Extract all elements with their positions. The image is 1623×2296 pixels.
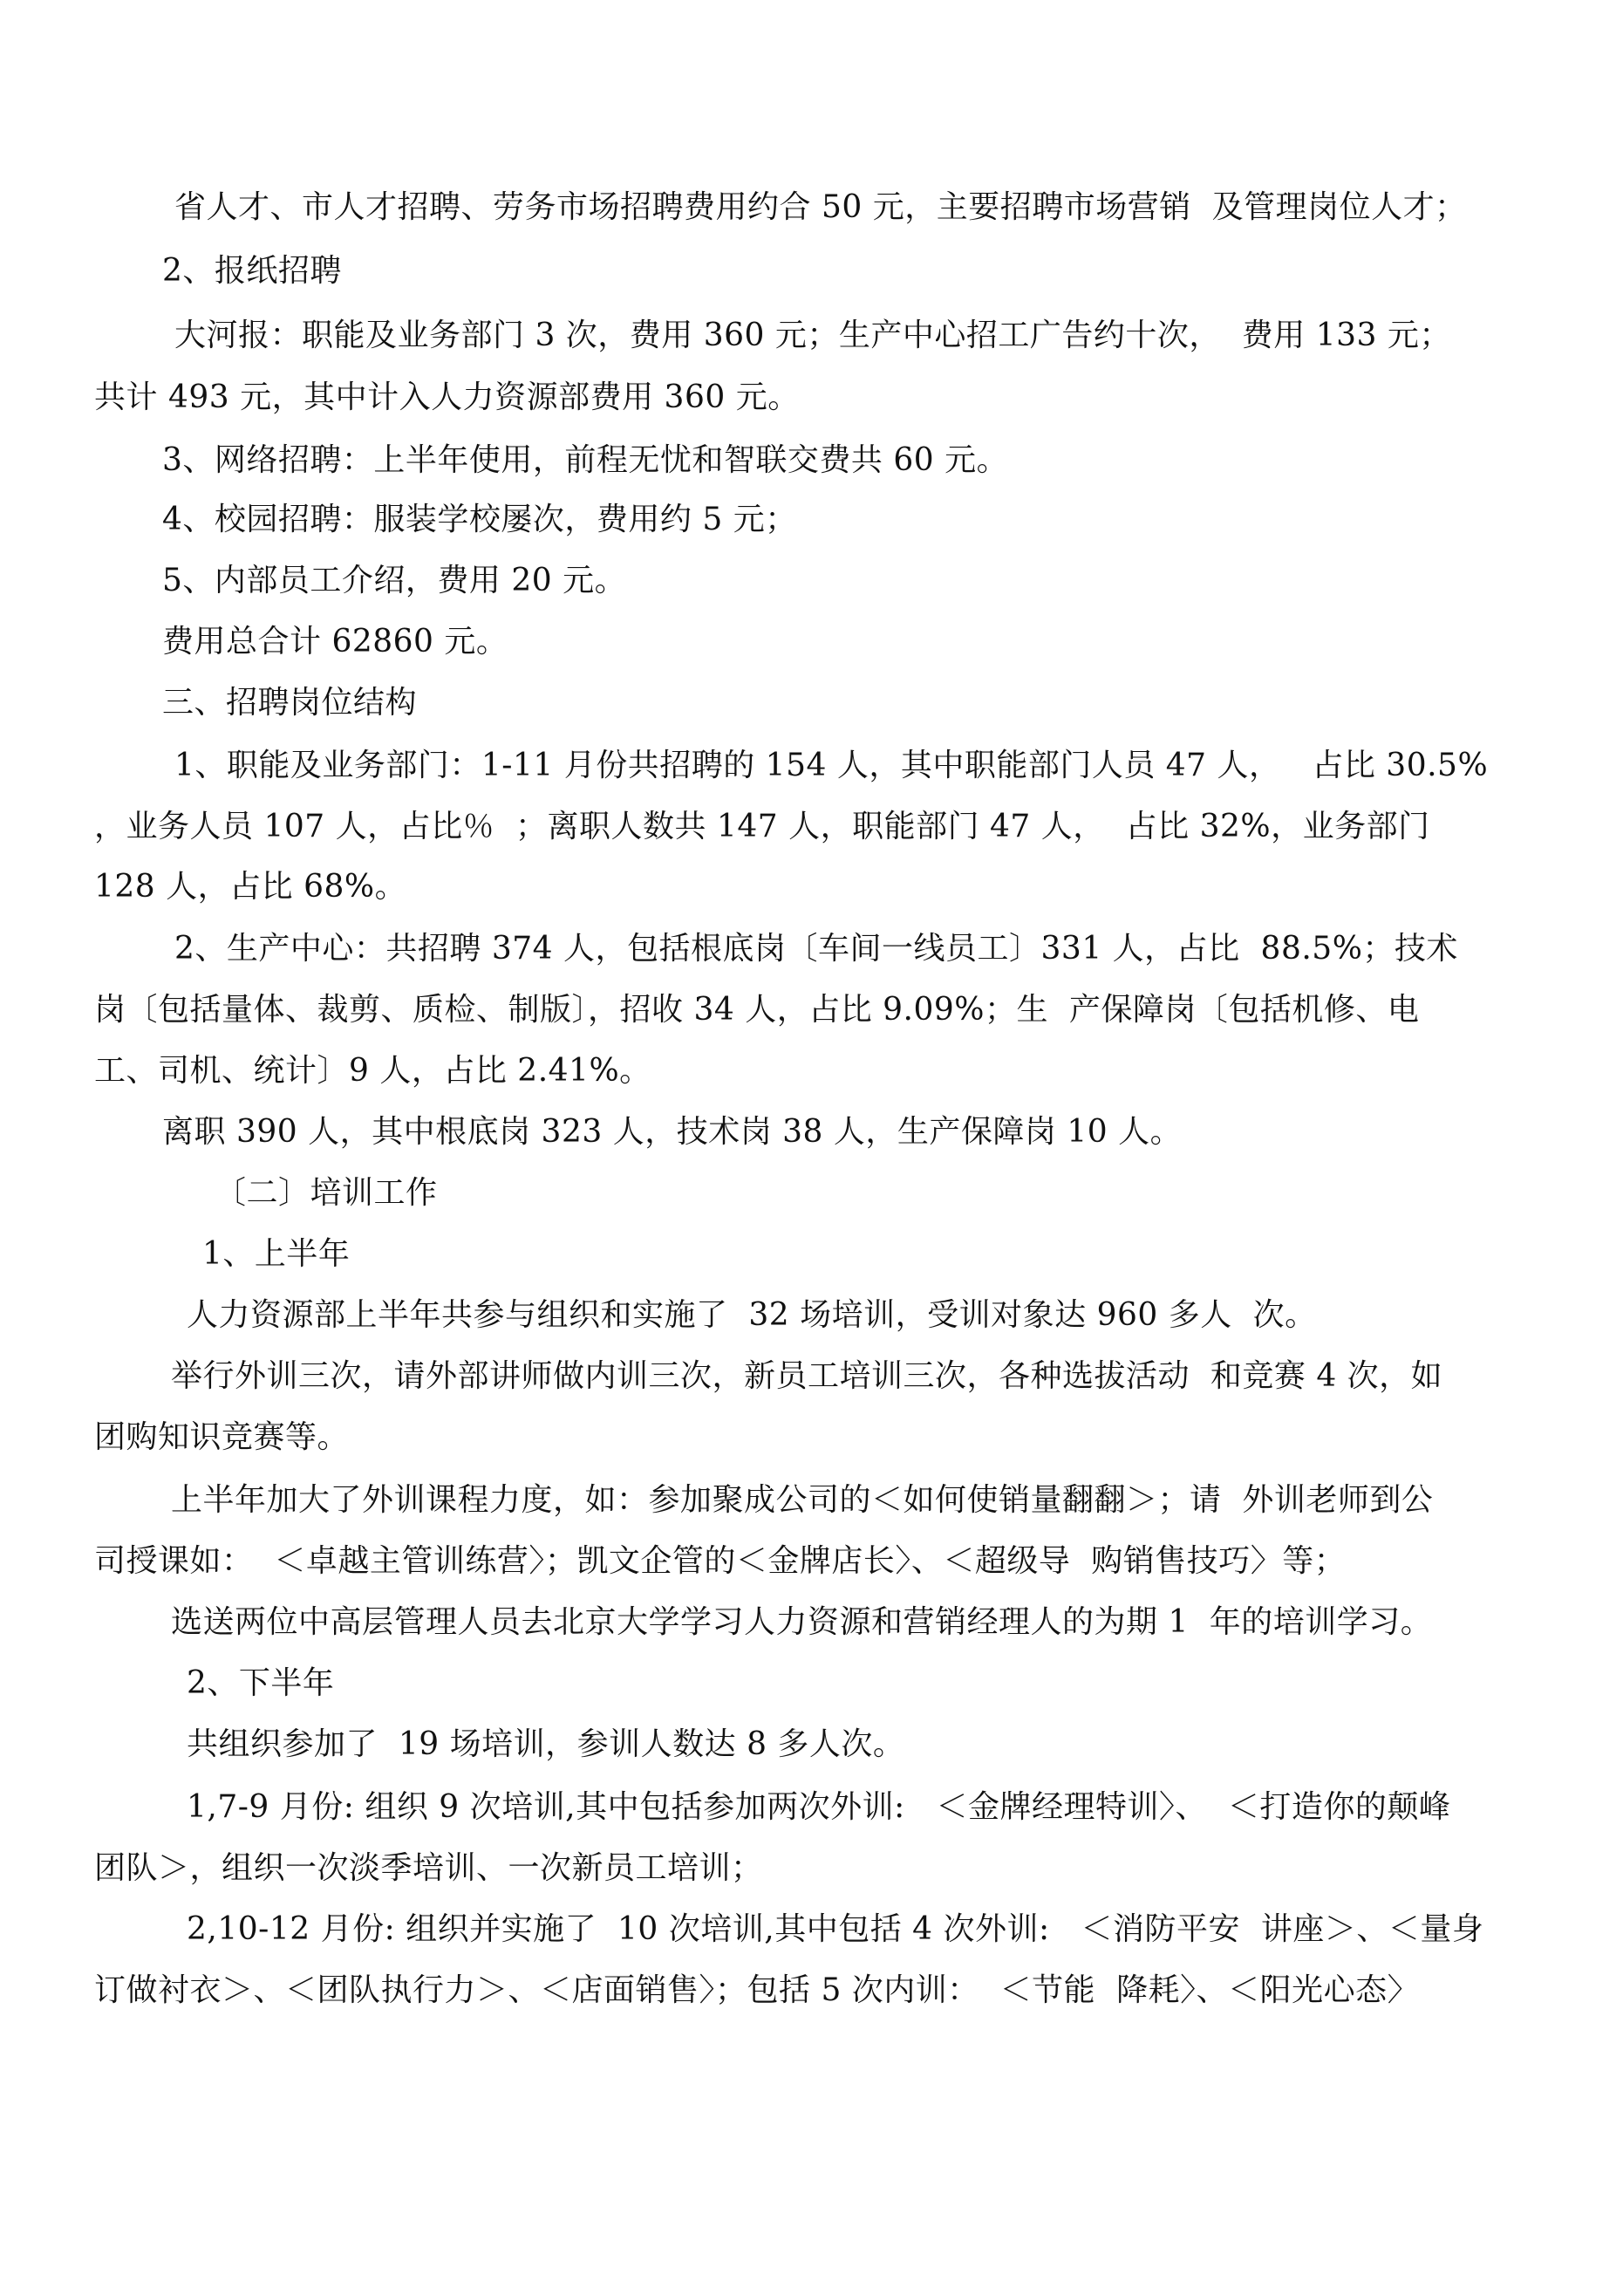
- text-line: 大河报：职能及业务部门 3 次，费用 360 元；生产中心招工广告约十次， 费用 133 元；: [174, 318, 1451, 353]
- text-line: 团购知识竞赛等。: [94, 1419, 350, 1455]
- text-line: 举行外训三次，请外部讲师做内训三次，新员工培训三次，各种选拔活动 和竞赛 4 次，如: [171, 1358, 1443, 1394]
- section-heading: 〔二〕培训工作: [215, 1175, 438, 1211]
- text-line: 上半年加大了外训课程力度，如：参加聚成公司的＜如何使销量翻翻＞；请 外训老师到公: [171, 1482, 1434, 1518]
- text-line: 选送两位中高层管理人员去北京大学学习人力资源和营销经理人的为期 1 年的培训学习。: [171, 1604, 1433, 1640]
- text-line: 共组织参加了 19 场培训，参训人数达 8 多人次。: [187, 1726, 905, 1762]
- text-line: 2、报纸招聘: [162, 253, 342, 289]
- sub-heading: 1、上半年: [202, 1236, 351, 1272]
- text-line: 岗〔包括量体、裁剪、质检、制版〕，招收 34 人，占比 9.09%；生 产保障岗〔包括机修、电: [94, 992, 1420, 1028]
- text-line: 3、网络招聘：上半年使用，前程无忧和智联交费共 60 元。: [162, 442, 1009, 478]
- section-heading: 三、招聘岗位结构: [162, 685, 418, 721]
- text-line: 司授课如： ＜卓越主管训练营〉；凯文企管的＜金牌店长〉、＜超级导 购销售技巧〉等；: [94, 1543, 1347, 1579]
- text-line: 团队＞，组织一次淡季培训、一次新员工培训；: [94, 1850, 763, 1886]
- text-line: 工、司机、统计〕9 人，占比 2.41%。: [94, 1053, 651, 1089]
- text-line: ，业务人员 107 人，占比％ ；离职人数共 147 人，职能部门 47 人， 占比 32%，业务部门: [94, 809, 1430, 844]
- text-line: 离职 390 人，其中根底岗 323 人，技术岗 38 人，生产保障岗 10 人。: [162, 1114, 1183, 1150]
- text-line: 2,10-12 月份: 组织并实施了 10 次培训,其中包括 4 次外训: ＜消防平安 讲座＞、＜量身: [187, 1911, 1484, 1947]
- text-line: 共计 493 元，其中计入人力资源部费用 360 元。: [94, 379, 800, 415]
- sub-heading: 2、下半年: [187, 1665, 335, 1701]
- text-line: 5、内部员工介绍，费用 20 元。: [162, 563, 627, 598]
- text-line: 费用总合计 62860 元。: [162, 624, 508, 659]
- text-line: 2、生产中心：共招聘 374 人，包括根底岗〔车间一线员工〕331 人，占比 88.5%；技术: [174, 931, 1458, 967]
- text-line: 省人才、市人才招聘、劳务市场招聘费用约合 50 元，主要招聘市场营销 及管理岗位人才；: [174, 189, 1467, 225]
- text-line: 订做衬衣＞、＜团队执行力＞、＜店面销售〉；包括 5 次内训： ＜节能 降耗〉、＜阳光心态〉: [94, 1972, 1420, 2008]
- text-line: 128 人，占比 68%。: [94, 869, 407, 905]
- text-line: 1、职能及业务部门：1-11 月份共招聘的 154 人，其中职能部门人员 47 人， 占比 30.5%: [174, 748, 1489, 783]
- text-line: 人力资源部上半年共参与组织和实施了 32 场培训，受训对象达 960 多人 次。: [187, 1297, 1317, 1333]
- text-line: 4、校园招聘：服装学校屡次，费用约 5 元；: [162, 502, 797, 537]
- text-line: 1,7-9 月份: 组织 9 次培训,其中包括参加两次外训: ＜金牌经理特训〉、 ＜打造你的颠峰: [187, 1789, 1451, 1825]
